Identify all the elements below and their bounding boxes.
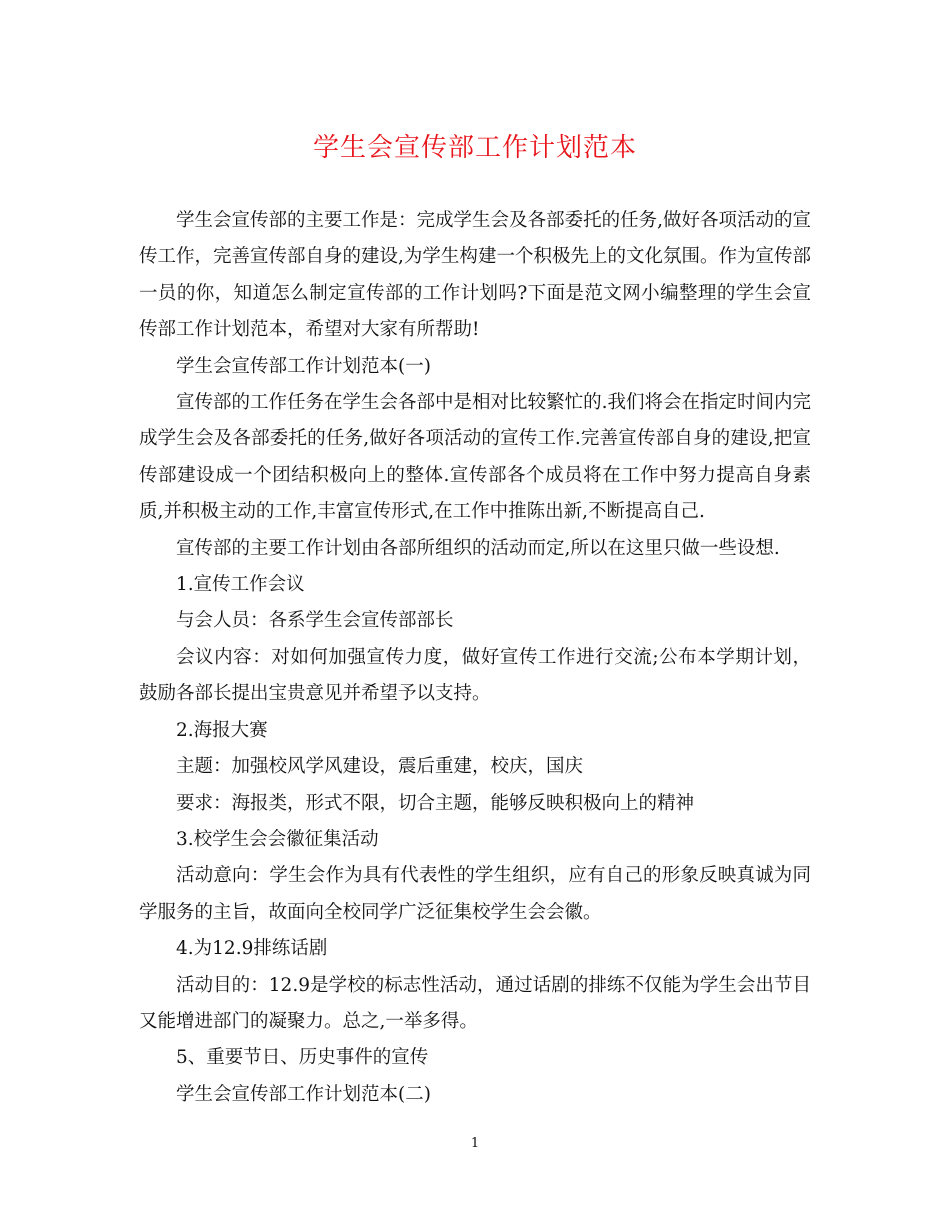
item-detail-drama-purpose: 活动目的：12.9是学校的标志性活动，通过话剧的排练不仅能为学生会出节目又能增进部门的凝聚力。总之,一举多得。 [139,974,811,1032]
document-title: 学生会宣传部工作计划范本 [312,133,637,163]
item-detail-theme: 主题：加强校风学风建设，震后重建，校庆，国庆 [176,756,584,778]
item-heading-1: 1.宣传工作会议 [176,574,305,596]
item-detail-emblem-intent: 活动意向：学生会作为具有代表性的学生组织，应有自己的形象反映真诚为同学服务的主旨，故面向全校同学广泛征集校学生会会徽。 [139,865,811,923]
page-number: 1 [470,1136,480,1151]
document-body [139,203,811,1113]
item-heading-3: 3.校学生会会徽征集活动 [176,828,379,850]
section-heading-plan-1: 学生会宣传部工作计划范本(一) [176,355,431,377]
paragraph-plan-1-main: 宣传部的主要工作计划由各部所组织的活动而定,所以在这里只做一些设想. [176,537,780,559]
item-heading-4: 4.为12.9排练话剧 [176,938,328,960]
item-detail-attendees: 与会人员：各系学生会宣传部部长 [176,610,454,632]
paragraph-plan-1-overview: 宣传部的工作任务在学生会各部中是相对比较繁忙的.我们将会在指定时间内完成学生会及各部委托的任务,做好各项活动的宣传工作.完善宣传部自身的建设,把宣传部建设成一个团结积极向上的整体.宣传部各个成员将在工作中努力提高自身素质,并积极主动的工作,丰富宣传形式,在工作中推陈出新,不断提高自己. [139,392,811,523]
item-heading-5: 5、重要节日、历史事件的宣传 [176,1047,429,1069]
item-detail-meeting-content: 会议内容：对如何加强宣传力度，做好宣传工作进行交流;公布本学期计划，鼓励各部长提出宝贵意见并希望予以支持。 [139,646,811,705]
section-heading-plan-2: 学生会宣传部工作计划范本(二) [176,1083,431,1105]
item-heading-2: 2.海报大赛 [176,719,268,741]
item-detail-requirements: 要求：海报类，形式不限，切合主题，能够反映积极向上的精神 [176,792,695,814]
paragraph-intro: 学生会宣传部的主要工作是：完成学生会及各部委托的任务,做好各项活动的宣传工作，完善宣传部自身的建设,为学生构建一个积极先上的文化氛围。作为宣传部一员的你，知道怎么制定宣传部的工作计划吗?下面是范文网小编整理的学生会宣传部工作计划范本，希望对大家有所帮助! [139,210,811,341]
